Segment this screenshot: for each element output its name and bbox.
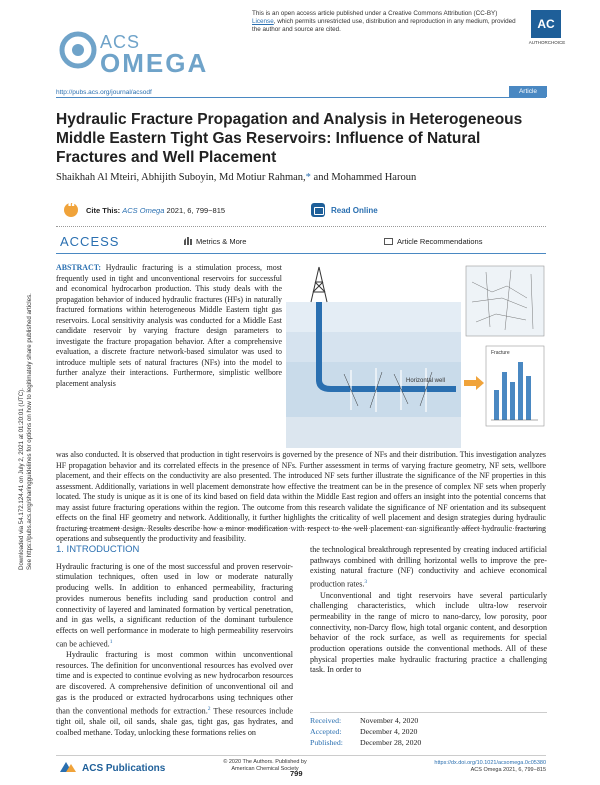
body-column-left [56, 545, 293, 738]
journal-logo[interactable] [58, 30, 209, 78]
cite-bar [56, 200, 546, 224]
paragraph: Unconventional and tight reservoirs have several particularly challenging characteristics, which include ultra-low reservoir permeability in the range of micro to nano-darcy, low porosity, poor connectivity, non-Darcy flow, high total organic content, and desorption behavior of the rock surface, as well as requirements for special production operations outside the conventional methods. All of these physical properties make hydraulic fracturing practice a challenging task. In order to [310, 590, 547, 675]
abstract-divider [56, 528, 546, 529]
bar-chart-icon [184, 237, 192, 245]
received-date: Received: November 4, 2020 [310, 716, 419, 725]
published-date: Published: December 28, 2020 [310, 738, 422, 747]
dates-divider [310, 712, 547, 713]
reference-link[interactable]: 1 [109, 638, 113, 645]
cite-divider [56, 226, 546, 227]
abstract-text-continued: was also conducted. It is observed that production in tight reservoirs is governed by the presence of NFs and their distribution. This investigation analyzes HF propagation behavior and its correlated effects in the presence of NFs. Further assessment in terms of varying fracture geometry, NF sets, wellbore placement, and their effects on the conductivity are also presented. The introduced NF sets further illustrate the significance of the NF properties in this assessment. Additionally, variations in well placement demonstrate how effective the treatment can be in the presence of complex NF sets when properly located. The study is unique as it is one of its kind based on field data within the Middle East region and offers an insight into the potential concerns that may assist future fracturing operations within the region. The outcome from this research validate the significance of NF orientation and its subsequent effects on the final HF geometry and network. Additionally, it further highlights the criticality of well placement and design strategies during hydraulic fracturing treatment design. Results describe how a minor modification with respect to the well placement can significantly affect hydraulic fracturing operations and subsequently the productivity and feasibility. [56, 450, 546, 543]
reference-link[interactable]: 3 [364, 579, 368, 586]
authorchoice-badge-mark: AC [531, 10, 561, 38]
cite-journal-link[interactable]: ACS Omega [122, 206, 165, 215]
reference-link[interactable]: 2 [207, 705, 211, 712]
toc-graphic [286, 262, 546, 448]
paragraph: the technological breakthrough represented by creating induced artificial pathways combined with drilling horizontal wells to improve the pre-existing natural fracture (NF) conductivity and achieve economical production rates.$^3$ [310, 545, 547, 589]
access-divider [56, 253, 546, 254]
journal-url-link[interactable]: http://pubs.acs.org/journal/acsodf [56, 89, 152, 96]
journal-logo-omega: OMEGA [100, 48, 209, 78]
abstract-text: ABSTRACT: Hydraulic fracturing is a stimulation process, most frequently used in tight and unconventional reservoirs for successful and economical hydrocarbon production. This study deals with the propagation behavior of induced hydraulic fractures (HFs) in naturally fractured formations within heterogeneous Middle Eastern tight gas reservoirs. Local sensitivity analysis was conducted for a Middle East candidate reservoir by varying fracture design parameters to investigate the fracture propagation behavior. After a comprehensive evaluation, a discrete fracture network-based simulator was used to introduce multiple sets of natural fractures (NFs) into the model to further analyze their interactions. Furthermore, simplistic wellbore placement analysis [56, 263, 282, 388]
toc-well-label: Horizontal well [406, 378, 446, 384]
license-link[interactable]: License [252, 18, 274, 25]
section-heading: 1. INTRODUCTION [56, 544, 140, 555]
publisher-logo[interactable]: ACS Publications [58, 760, 165, 774]
article-type-tag: Article [509, 86, 547, 97]
quote-icon [64, 203, 78, 217]
authorchoice-badge [525, 10, 569, 54]
author-list: Shaikhah Al Mteiri, Abhijith Suboyin, Md Motiur Rahman,* and Mohammed Haroun [56, 172, 417, 183]
authorchoice-badge-label: AUTHORCHOICE [528, 40, 566, 45]
page-number: 799 [290, 769, 303, 778]
corresponding-author-mark[interactable]: * [305, 172, 311, 183]
access-label: ACCESS [60, 234, 120, 249]
body-column-right [310, 545, 547, 676]
toc-chart-label: Fracture [491, 350, 510, 356]
read-online-link[interactable]: Read Online [331, 206, 378, 215]
recommendations-link[interactable]: Article Recommendations [384, 237, 482, 246]
abstract-label: ABSTRACT: [56, 263, 102, 272]
download-note-line1: Downloaded via 54.172.124.41 on July 2, 2021 at 01:20:01 (UTC). [18, 388, 25, 570]
open-access-note: This is an open access article published under a Creative Commons Attribution (CC-BY) License, which permits unrestricted use, distribution and reproduction in any medium, provided the author and source are cited. [252, 10, 516, 33]
download-note [2, 230, 33, 570]
document-icon [384, 238, 393, 245]
footer-divider [56, 755, 546, 756]
journal-logo-acs: ACS [100, 32, 141, 52]
omega-logo-icon [58, 30, 98, 70]
download-note-line2: See https://pubs.acs.org/sharingguidelines for options on how to legitimately share published articles. [26, 293, 33, 570]
article-title: Hydraulic Fracture Propagation and Analysis in Heterogeneous Middle Eastern Tight Gas Reservoirs: Influence of Natural Fractures and Well Placement [56, 111, 523, 166]
doi-block [420, 760, 546, 774]
acs-publications-icon [58, 760, 78, 774]
paragraph: Hydraulic fracturing is one of the most successful and proven reservoir-stimulation techniques, often used in low or moderate naturally producing wells. In addition to enhanced permeability, fracturing provides numerous benefits including sand production control and connectivity of layered and laminated formation by vertical penetration, and in gas wells, a significant reduction of the dominant turbulence effects on well performance in moderate to high permeability reservoirs can be achieved.$^1$ [56, 561, 293, 649]
read-online-icon[interactable] [311, 203, 325, 217]
doi-citation: ACS Omega 2021, 6, 799−815 [470, 767, 546, 773]
accepted-date: Accepted: December 4, 2020 [310, 727, 418, 736]
access-bar [56, 233, 546, 251]
doi-link[interactable]: https://dx.doi.org/10.1021/acsomega.0c05380 [434, 760, 546, 766]
paragraph: Hydraulic fracturing is most common within unconventional resources. The definition for unconventional resources has evolved over time and is expected to continue evolving as new hydrocarbon resources are discovered. A comprehensive definition of unconventional oil and gas is the produced or extracted hydrocarbons using techniques other than the conventional methods for extraction.$^2$ These resources include tight oil, shale oil, oil sands, shale gas, tight gas, gas hydrates, and coalbed methane. Today, unlocking these formations relies on [56, 650, 293, 737]
copyright-notice: © 2020 The Authors. Published by American Chemical Society [223, 759, 307, 772]
cite-this: Cite This: ACS Omega 2021, 6, 799−815 [86, 206, 226, 215]
header-divider [56, 97, 546, 98]
metrics-link[interactable]: Metrics & More [184, 237, 246, 246]
